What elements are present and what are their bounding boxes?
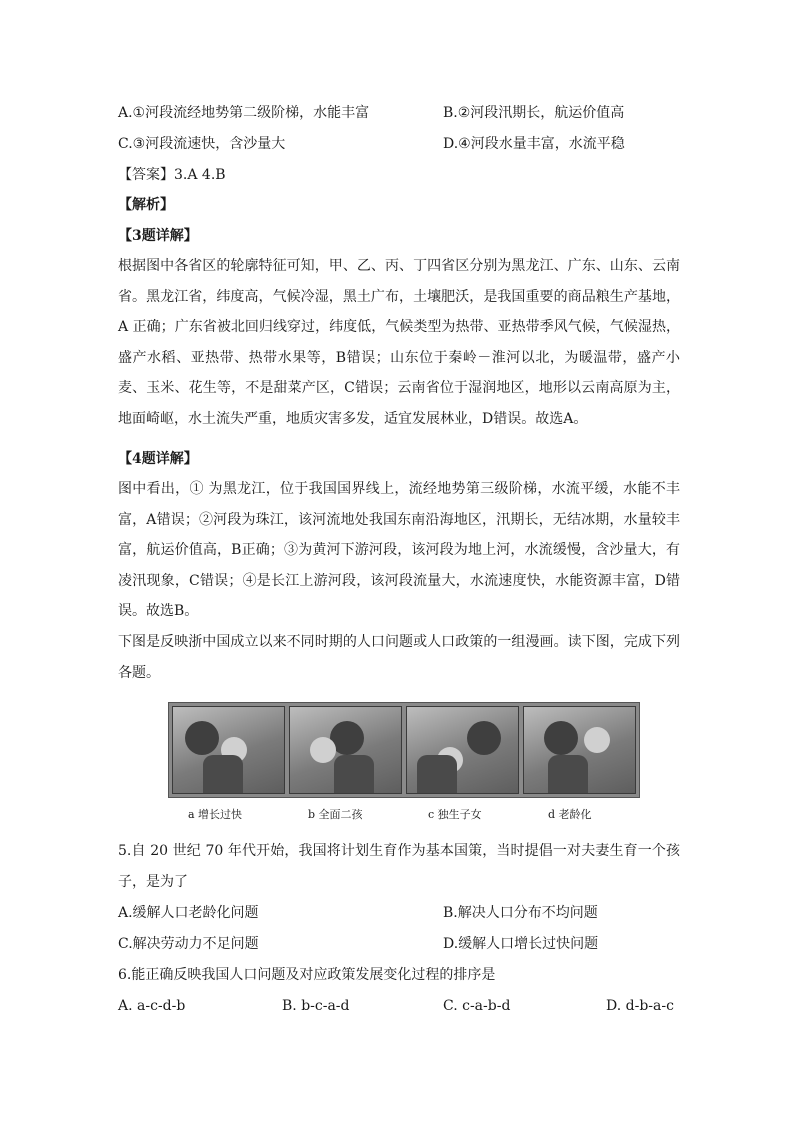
comic-panel-b	[289, 706, 402, 794]
figure-captions	[168, 806, 640, 824]
q4-options-row-2	[118, 134, 678, 154]
analysis-label: 【解析】	[118, 197, 174, 213]
q4-detail-text: 图中看出，① 为黑龙江，位于我国国界线上，流经地势第三级阶梯，水流平缓，水能不丰富，A错误；②河段为珠江，该河流地处我国东南沿海地区，汛期长，无结冰期，水量较丰富，航运价值高，B正确；③为黄河下游河段，该河段为地上河，水流缓慢，含沙量大，有凌汛现象，C错误；④是长江上游河段，该河段流量大，水流速度快，水能资源丰富，D错误。故选B。	[118, 481, 680, 619]
intro-text: 下图是反映浙中国成立以来不同时期的人口问题或人口政策的一组漫画。读下图，完成下列各题。	[118, 634, 680, 681]
caption-a: a 增长过快	[188, 808, 243, 821]
q6-option-d: D. d-b-a-c	[606, 998, 674, 1014]
comic-panel-c	[406, 706, 519, 794]
population-comic-figure	[168, 702, 640, 798]
q6-option-b: B. b-c-a-d	[282, 998, 350, 1014]
q4-option-b: B.②河段汛期长，航运价值高	[443, 105, 625, 121]
q4-option-d: D.④河段水量丰富，水流平稳	[443, 136, 625, 152]
q3-detail-label: 【3题详解】	[118, 228, 198, 244]
q5-stem: 5.自 20 世纪 70 年代开始，我国将计划生育作为基本国策，当时提倡一对夫妻生育一个孩子，是为了	[118, 843, 680, 890]
q4-detail-label: 【4题详解】	[118, 451, 198, 467]
caption-b: b 全面二孩	[308, 808, 363, 821]
q4-options-row-1	[118, 103, 678, 123]
comic-panel-a	[172, 706, 285, 794]
q5-option-a: A.缓解人口老龄化问题	[118, 905, 259, 921]
comic-panel-d	[523, 706, 636, 794]
q4-option-a: A.①河段流经地势第二级阶梯，水能丰富	[118, 105, 370, 121]
answer-line: 【答案】3.A 4.B	[118, 167, 226, 183]
q5-options-row-2	[118, 934, 678, 954]
q6-option-c: C. c-a-b-d	[443, 998, 511, 1014]
q5-options-row-1	[118, 903, 678, 923]
q5-option-d: D.缓解人口增长过快问题	[443, 936, 599, 952]
q5-option-b: B.解决人口分布不均问题	[443, 905, 598, 921]
q6-option-a: A. a-c-d-b	[118, 998, 186, 1014]
caption-d: d 老龄化	[548, 808, 592, 821]
caption-c: c 独生子女	[428, 808, 482, 821]
q6-options-row	[118, 996, 680, 1016]
q3-detail-text: 根据图中各省区的轮廓特征可知，甲、乙、丙、丁四省区分别为黑龙江、广东、山东、云南省。黑龙江省，纬度高，气候冷湿，黑土广布，土壤肥沃，是我国重要的商品粮生产基地，A 正确；广东省被北回归线穿过，纬度低，气候类型为热带、亚热带季风气候，气候湿热，盛产水稻、亚热带、热带水果等，B错误；山东位于秦岭－淮河以北，为暖温带，盛产小麦、玉米、花生等，不是甜菜产区，C错误；云南省位于湿润地区，地形以云南高原为主，地面崎岖，水土流失严重，地质灾害多发，适宜发展林业，D错误。故选A。	[118, 258, 680, 427]
q5-option-c: C.解决劳动力不足问题	[118, 936, 259, 952]
q6-stem: 6.能正确反映我国人口问题及对应政策发展变化过程的排序是	[118, 967, 496, 983]
q4-option-c: C.③河段流速快，含沙量大	[118, 136, 286, 152]
